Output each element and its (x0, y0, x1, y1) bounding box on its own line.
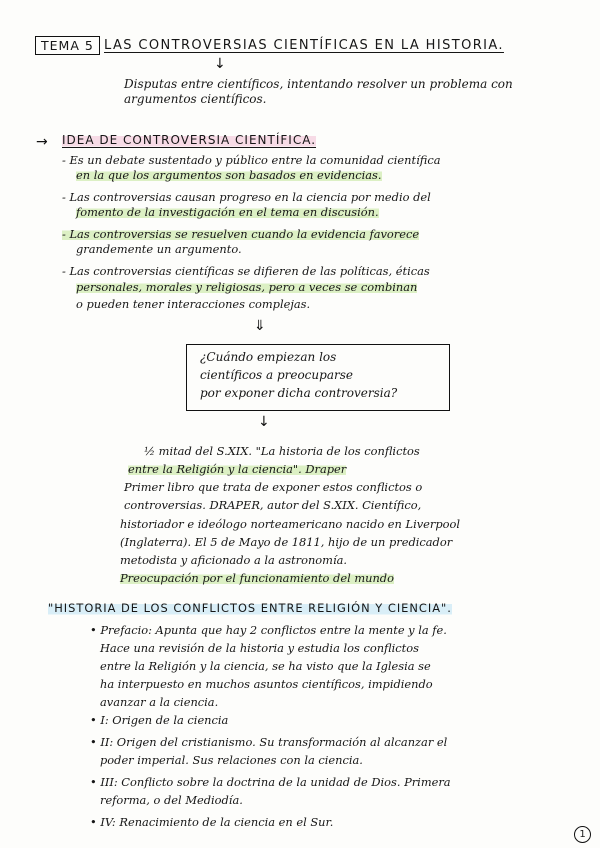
bullet-1-line-2: en la que los argumentos son basados en evidencias. (76, 168, 382, 182)
item-ii-line-2: poder imperial. Sus relaciones con la ciencia. (100, 753, 363, 767)
item-prefacio-line-1: • Prefacio: Apunta que hay 2 conflictos entre la mente y la fe. (90, 623, 447, 637)
tema-label: TEMA 5 (35, 36, 100, 55)
item-iv: • IV: Renacimiento de la ciencia en el Sur. (90, 815, 334, 829)
right-arrow-icon: → (36, 134, 48, 150)
page-title: LAS CONTROVERSIAS CIENTÍFICAS EN LA HISTORIA. (104, 38, 504, 53)
item-iii-line-2: reforma, o del Mediodía. (100, 793, 243, 807)
item-prefacio-line-3: entre la Religión y la ciencia, se ha visto que la Iglesia se (100, 659, 431, 673)
item-prefacio-line-4: ha interpuesto en muchos asuntos científicos, impidiendo (100, 677, 433, 691)
bullet-1-line-1: - Es un debate sustentado y público entre la comunidad científica (62, 153, 441, 167)
bullet-2-line-1: - Las controversias causan progreso en la ciencia por medio del (62, 190, 431, 204)
intro-line-1: Disputas entre científicos, intentando resolver un problema con (124, 77, 513, 91)
question-line-3: por exponer dicha controversia? (200, 386, 398, 400)
question-line-1: ¿Cuándo empiezan los (200, 350, 337, 364)
bullet-4-line-1: - Las controversias científicas se difieren de las políticas, éticas (62, 264, 430, 278)
question-line-2: científicos a preocuparse (200, 368, 353, 382)
draper-line-8: Preocupación por el funcionamiento del mundo (120, 571, 394, 585)
draper-line-1: ½ mitad del S.XIX. "La historia de los conflictos (144, 444, 420, 458)
item-iii-line-1: • III: Conflicto sobre la doctrina de la unidad de Dios. Primera (90, 775, 451, 789)
draper-line-5: historiador e ideólogo norteamericano nacido en Liverpool (120, 517, 460, 531)
item-prefacio-line-5: avanzar a la ciencia. (100, 695, 219, 709)
down-arrow-icon: ↓ (258, 414, 270, 430)
section-heading-idea: IDEA DE CONTROVERSIA CIENTÍFICA. (62, 133, 317, 147)
bullet-2-line-2: fomento de la investigación en el tema en discusión. (76, 205, 379, 219)
item-i: • I: Origen de la ciencia (90, 713, 229, 727)
draper-line-7: metodista y aficionado a la astronomía. (120, 553, 348, 567)
bullet-4-line-3: o pueden tener interacciones complejas. (76, 297, 311, 311)
bullet-3-line-1: - Las controversias se resuelven cuando la evidencia favorece (62, 227, 420, 241)
item-prefacio-line-2: Hace una revisión de la historia y estudia los conflictos (100, 641, 419, 655)
draper-line-2: entre la Religión y la ciencia". Draper (128, 462, 347, 476)
down-arrow-icon: ↓ (214, 56, 226, 72)
bullet-4-line-2: personales, morales y religiosas, pero a veces se combinan (76, 280, 418, 294)
section-heading-historia: "HISTORIA DE LOS CONFLICTOS ENTRE RELIGIÓN Y CIENCIA". (48, 601, 452, 615)
draper-line-4: controversias. DRAPER, autor del S.XIX. Científico, (124, 498, 422, 512)
draper-line-3: Primer libro que trata de exponer estos conflictos o (124, 480, 423, 494)
bullet-3-line-2: grandemente un argumento. (76, 242, 242, 256)
down-arrow-icon: ⇓ (254, 318, 266, 334)
item-ii-line-1: • II: Origen del cristianismo. Su transformación al alcanzar el (90, 735, 448, 749)
page-number: 1 (574, 826, 591, 843)
intro-line-2: argumentos científicos. (124, 92, 267, 106)
draper-line-6: (Inglaterra). El 5 de Mayo de 1811, hijo de un predicador (120, 535, 453, 549)
